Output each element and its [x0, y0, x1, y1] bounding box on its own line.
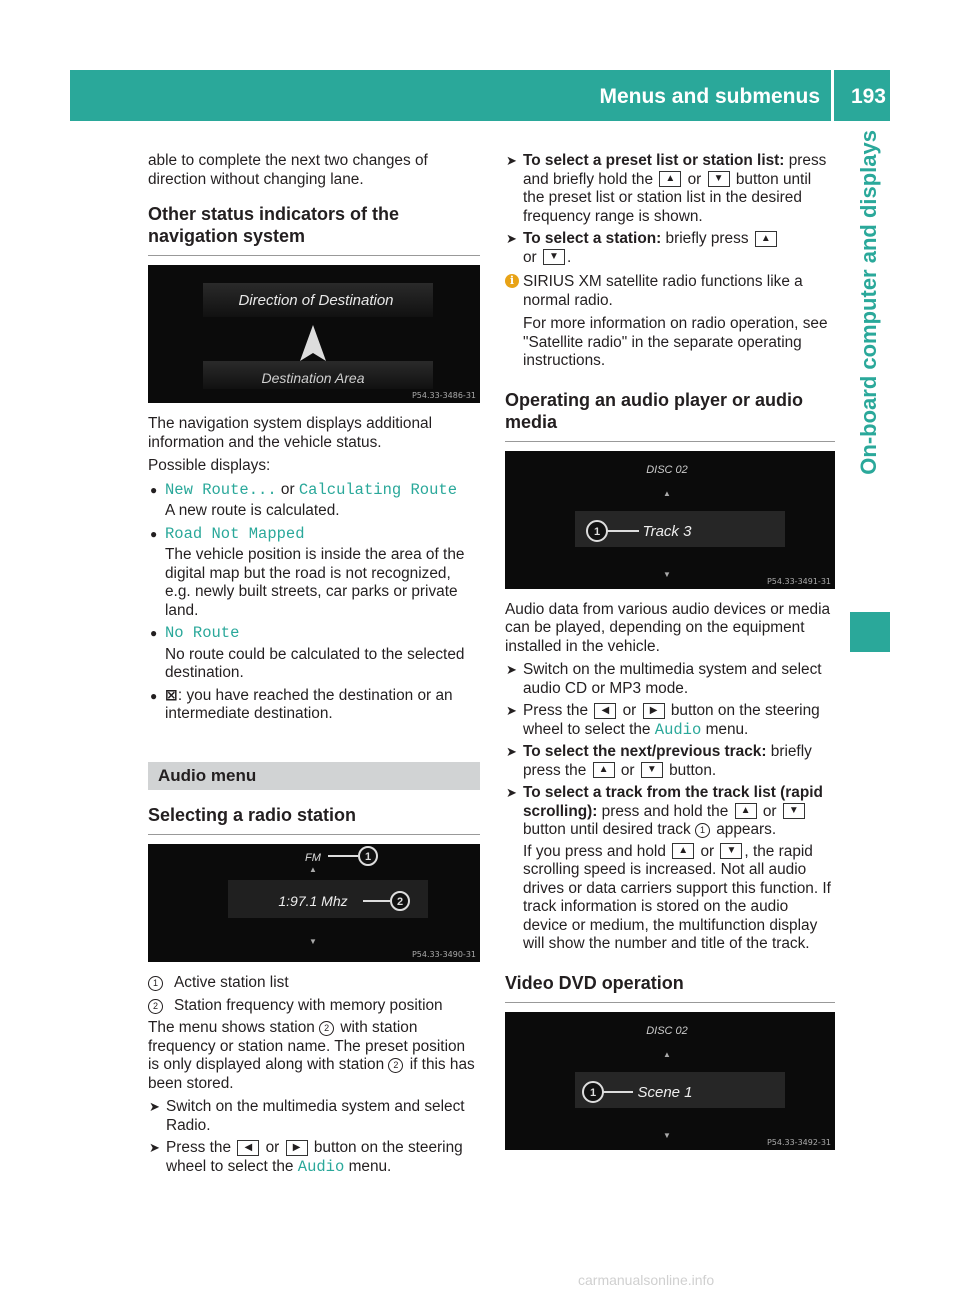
right-key-icon: ▶ [643, 703, 665, 719]
image-label-disc: DISC 02 [646, 463, 688, 476]
text-segment: The menu shows station [148, 1019, 315, 1036]
step-item: ➤ To select a station: briefly press ▲ or ▼ . [505, 230, 835, 267]
left-key-icon: ◀ [237, 1140, 259, 1156]
display-new-route: New Route... [165, 480, 277, 499]
legend-item-1 [148, 974, 480, 993]
paragraph-info: The navigation system displays additional information and the vehicle status. [148, 415, 433, 451]
or-text: or [265, 1139, 280, 1156]
destination-flag-icon: ⊠ [165, 686, 178, 704]
paragraph-possible: Possible displays: [148, 457, 271, 474]
svg-text:1: 1 [364, 851, 372, 863]
bullet-desc: : you have reached the destination or an intermediate destination. [165, 686, 453, 722]
or-text: or [280, 480, 295, 498]
legend-text: Active station list [174, 974, 289, 991]
or-text: or [762, 802, 777, 820]
step-text: briefly press [665, 230, 749, 247]
side-tab [848, 130, 890, 588]
svg-text:▼: ▼ [663, 1130, 671, 1140]
list-item: ● Road Not Mapped The vehicle position is inside the area of the digital map but the road is not recognized, e.g. newly built streets, car parks or private land. [148, 525, 480, 621]
step-bold: To select a preset list or station list: [523, 152, 785, 169]
watermark-footer: carmanualsonline.info [578, 1272, 715, 1288]
step-item [148, 1098, 480, 1135]
heading-status-indicators: Other status indicators of the navigation system [148, 203, 480, 256]
or-text: or [700, 842, 715, 860]
section-audio-menu [148, 762, 480, 791]
step-text: appears. [716, 821, 777, 838]
legend-item-2 [148, 997, 480, 1016]
svg-text:▲: ▲ [663, 488, 671, 498]
image-label-direction: Direction of Destination [238, 292, 394, 309]
paragraph-audio: Audio data from various audio devices or media can be played, depending on the equipment installed in the vehicle. [505, 600, 831, 655]
bullet-desc: A new route is calculated. [165, 502, 340, 519]
or-text: or [622, 702, 637, 719]
image-label-disc: DISC 02 [646, 1024, 688, 1037]
svg-text:▲: ▲ [309, 865, 317, 874]
list-item: ● ⊠: you have reached the destination or an intermediate destination. [150, 686, 453, 722]
heading-radio: Selecting a radio station [148, 804, 480, 835]
step-text: press and briefly hold the [523, 152, 827, 188]
page-number: 193 [850, 85, 886, 108]
bullet-desc: No route could be calculated to the selected destination. [165, 645, 465, 681]
up-key-icon: ▲ [672, 843, 694, 859]
step-text: Switch on the multimedia system and select audio CD or MP3 mode. [523, 661, 822, 697]
up-key-icon: ▲ [755, 231, 777, 247]
image-label-frequency: 1:97.1 Mhz [278, 893, 348, 909]
callout-2-icon: 2 [388, 1058, 403, 1073]
step-arrow-icon: ➤ [149, 1099, 160, 1114]
step-text: Switch on the multimedia system and select Radio. [166, 1098, 465, 1134]
text-segment: with station frequency or station name. The preset position is only displayed along with station [148, 1019, 466, 1073]
step-bold: To select the next/previous track: [523, 743, 767, 760]
down-key-icon: ▼ [641, 762, 663, 778]
step-item [505, 661, 835, 698]
display-road-not-mapped: Road Not Mapped [165, 524, 305, 543]
step-text: briefly press the [523, 743, 812, 779]
step-arrow-icon: ➤ [506, 153, 517, 168]
step-item [505, 784, 835, 954]
down-key-icon: ▼ [543, 249, 565, 265]
image-label-scene: Scene 1 [637, 1083, 693, 1101]
image-label-track: Track 3 [642, 522, 692, 540]
svg-text:▼: ▼ [663, 569, 671, 579]
step-item [505, 743, 835, 780]
step-text: menu. [705, 720, 749, 738]
display-no-route: No Route [165, 624, 240, 642]
down-key-icon: ▼ [708, 171, 730, 187]
section-title: Menus and submenus [599, 85, 820, 108]
step-text: button. [669, 761, 717, 779]
up-key-icon: ▲ [593, 762, 615, 778]
image-ref: P54.33-3492-31 [766, 1137, 831, 1147]
image-label-fm: FM [305, 852, 321, 864]
header-bar [70, 70, 890, 121]
nav-display-image [148, 265, 480, 403]
side-marker [850, 612, 890, 652]
step-text: button until the preset list or station list in the desired frequency range is shown. [523, 170, 812, 225]
callout-2-icon: 2 [148, 999, 163, 1014]
or-text: or [523, 248, 537, 266]
header-divider [831, 70, 834, 121]
section-audio-menu-label: Audio menu [158, 765, 257, 785]
direction-arrow-icon [300, 325, 326, 361]
image-ref: P54.33-3490-31 [411, 950, 476, 959]
callout-1-icon: 1 [148, 976, 163, 991]
step-arrow-icon: ➤ [506, 703, 517, 718]
list-item: ● New Route... or Calculating Route A new route is calculated. [148, 481, 480, 521]
callout-1-icon: 1 [695, 823, 710, 838]
step-arrow-icon: ➤ [506, 785, 517, 800]
side-tab-label: On-board computer and displays [856, 130, 881, 475]
step-arrow-icon: ➤ [506, 744, 517, 759]
text-segment: if this has been stored. [148, 1056, 475, 1092]
step-item [505, 152, 835, 226]
list-item: ● No Route No route could be calculated to the selected destination. [148, 624, 480, 683]
svg-text:▲: ▲ [663, 1049, 671, 1059]
right-key-icon: ▶ [286, 1140, 308, 1156]
heading-video-dvd: Video DVD operation [505, 972, 835, 1003]
display-calculating: Calculating Route [298, 480, 458, 499]
info-icon: i [505, 274, 519, 288]
step-arrow-icon: ➤ [506, 662, 517, 677]
svg-text:2: 2 [396, 896, 404, 908]
bullet-desc: The vehicle position is inside the area of the digital map but the road is not recognized, e.g. newly built streets, car parks or private land. [165, 546, 465, 619]
down-key-icon: ▼ [720, 843, 742, 859]
up-key-icon: ▲ [735, 803, 757, 819]
heading-audio-player: Operating an audio player or audio media [505, 389, 835, 442]
svg-text:1: 1 [593, 525, 601, 538]
step-text: press and hold the [601, 802, 729, 820]
svg-text:1: 1 [589, 1086, 597, 1099]
step-bold: To select a track from the track list (rapid scrolling): [523, 784, 823, 820]
step-text: Press the [166, 1139, 232, 1156]
step-text: If you press and hold [523, 842, 666, 860]
right-column [505, 152, 835, 1162]
step-text: menu. [348, 1157, 392, 1175]
info-text: For more information on radio operation, see "Satellite radio" in the separate operating instructions. [523, 315, 828, 369]
step-bold: To select a station: [523, 230, 662, 247]
image-ref: P54.33-3486-31 [411, 391, 476, 400]
step-arrow-icon: ➤ [506, 231, 517, 246]
step-arrow-icon: ➤ [149, 1140, 160, 1155]
paragraph-menu [148, 1019, 480, 1093]
or-text: or [620, 761, 635, 779]
or-text: or [687, 170, 702, 188]
display-audio: Audio [654, 720, 702, 739]
callout-2-icon: 2 [319, 1021, 334, 1036]
step-text: button on the steering wheel to select the [523, 702, 820, 738]
left-key-icon: ◀ [594, 703, 616, 719]
radio-display-image [148, 844, 480, 962]
info-note [505, 273, 835, 371]
step-subparagraph [523, 843, 835, 954]
image-ref: P54.33-3491-31 [766, 576, 831, 586]
video-display-image [505, 1012, 835, 1150]
svg-text:▼: ▼ [309, 937, 317, 946]
step-text: Press the [523, 702, 589, 719]
display-audio: Audio [297, 1157, 345, 1176]
step-text: button until desired track [523, 821, 691, 838]
up-key-icon: ▲ [659, 171, 681, 187]
step-item [148, 1139, 480, 1176]
step-text: , the rapid scrolling speed is increased. Not all audio drives or data carriers support this function. If track information is stored on the audio device or medium, the multifunction display will show the number and title of the track. [523, 842, 831, 952]
audio-display-image [505, 451, 835, 589]
left-column [148, 152, 480, 1180]
intro-text: able to complete the next two changes of direction without changing lane. [148, 152, 428, 188]
legend-text: Station frequency with memory position [174, 996, 443, 1014]
step-item [505, 702, 835, 739]
info-text: SIRIUS XM satellite radio functions like a normal radio. [523, 273, 803, 309]
down-key-icon: ▼ [783, 803, 805, 819]
image-label-area: Destination Area [261, 370, 365, 386]
step-text: button on the steering wheel to select the [166, 1139, 463, 1175]
